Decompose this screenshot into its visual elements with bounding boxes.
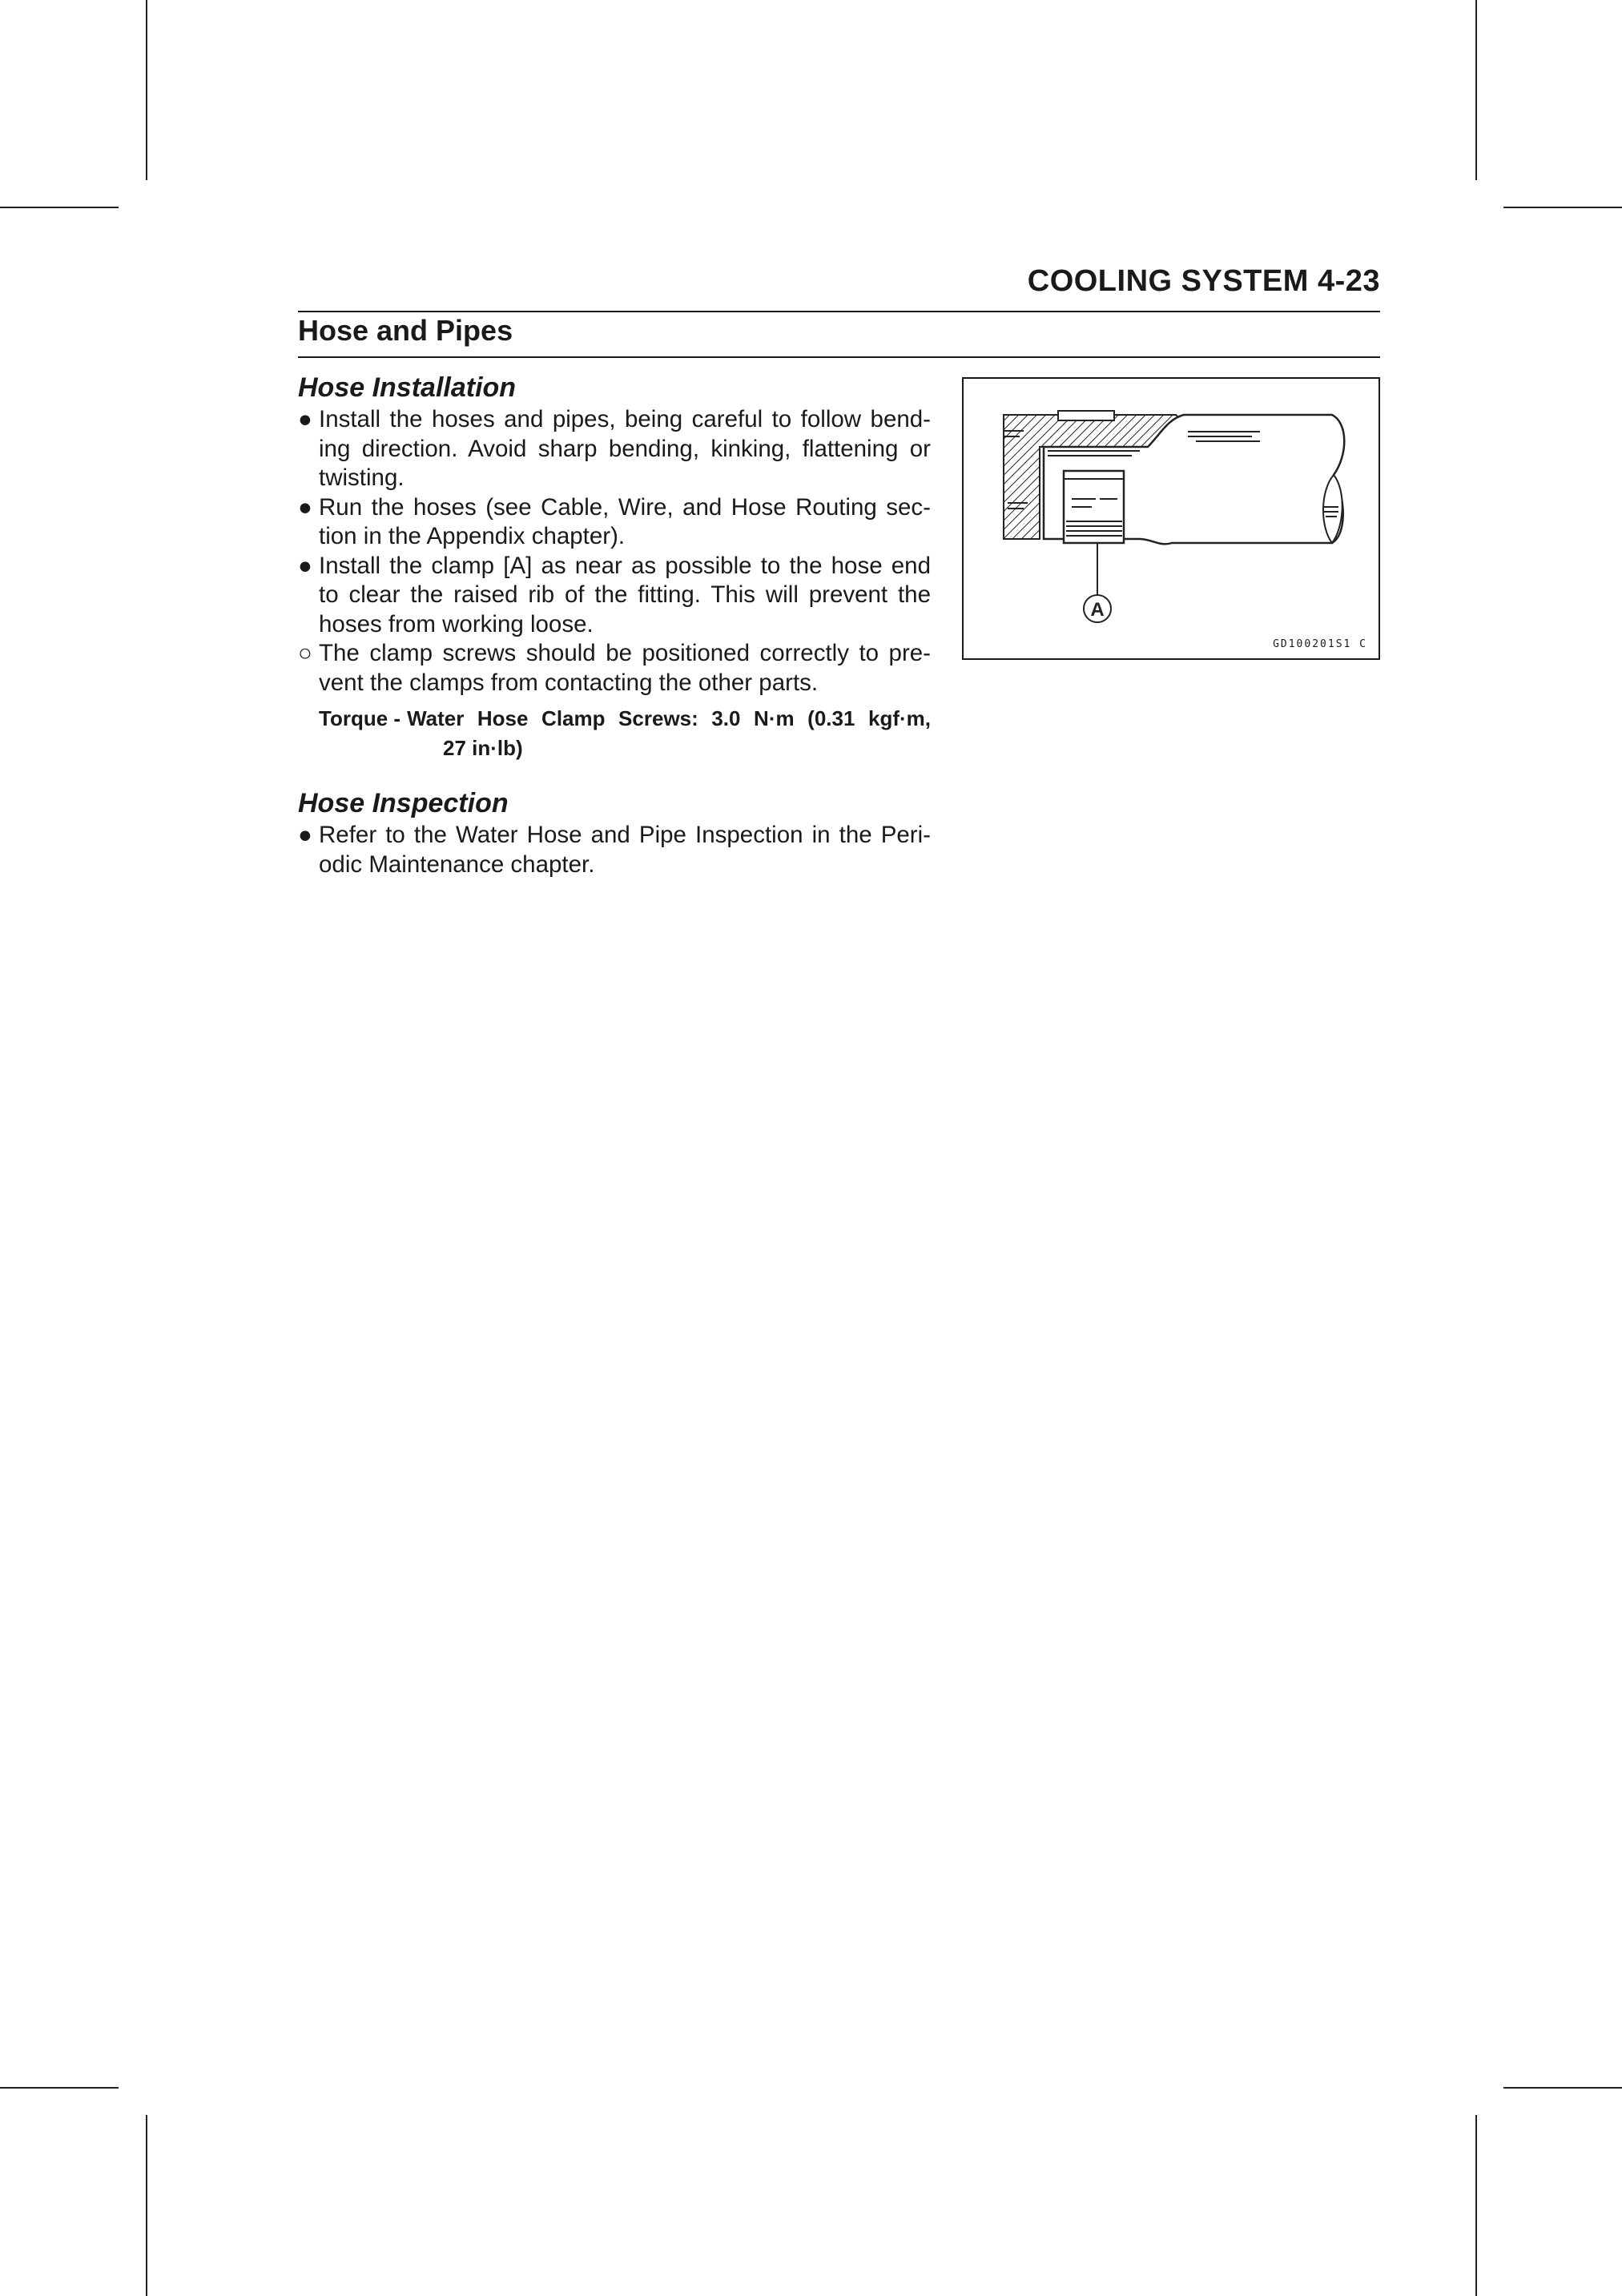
list-item [298,552,931,640]
figure-code: GD100201S1 C [1273,638,1367,650]
list-item [298,639,931,698]
running-head: COOLING SYSTEM 4-23 [1027,264,1380,298]
crop-mark [146,0,147,180]
subheading-hose-inspection: Hose Inspection [298,788,509,818]
crop-mark [1503,207,1622,208]
hose-clamp-illustration [964,379,1378,658]
crop-mark [0,207,119,208]
subheading-hose-installation: Hose Installation [298,372,517,403]
list-item-text: Install the hoses and pipes, being careful to follow bend-ing direction. Avoid sharp bending, kinking, flattening or twisting. [319,406,931,491]
bullet-icon: ● [298,493,312,521]
torque-spec [319,704,931,763]
hollow-bullet-icon: ○ [298,640,312,666]
crop-mark [1475,2115,1477,2296]
crop-mark [146,2115,147,2296]
list-item-text: Install the clamp [A] as near as possible to the hose end to clear the raised rib of the fitting. This will prevent the hoses from working loose. [319,552,931,637]
hose-clamp-figure [962,377,1380,660]
list-item-text: Run the hoses (see Cable, Wire, and Hose Routing sec-tion in the Appendix chapter). [319,493,931,549]
list-item [298,493,931,552]
bullet-icon: ● [298,552,312,579]
torque-value-cont: 27 in·lb) [443,736,523,760]
list-item-text: Refer to the Water Hose and Pipe Inspection in the Peri-odic Maintenance chapter. [319,822,931,878]
section-rule [298,356,1380,358]
section-title: Hose and Pipes [298,314,513,347]
callout-label: A [1090,599,1105,621]
crop-mark [1475,0,1477,180]
torque-value: Water Hose Clamp Screws: 3.0 N·m (0.31 kgf·m, [407,706,931,730]
torque-label: Torque - [319,706,401,730]
header-rule [298,311,1380,312]
left-column [298,370,931,879]
crop-mark [1503,2087,1622,2089]
bullet-icon: ● [298,822,312,848]
crop-mark [0,2087,119,2089]
bullet-icon: ● [298,406,312,432]
list-item-text: The clamp screws should be positioned correctly to pre-vent the clamps from contacting the other parts. [319,640,931,696]
list-item [298,821,931,879]
list-item [298,405,931,493]
